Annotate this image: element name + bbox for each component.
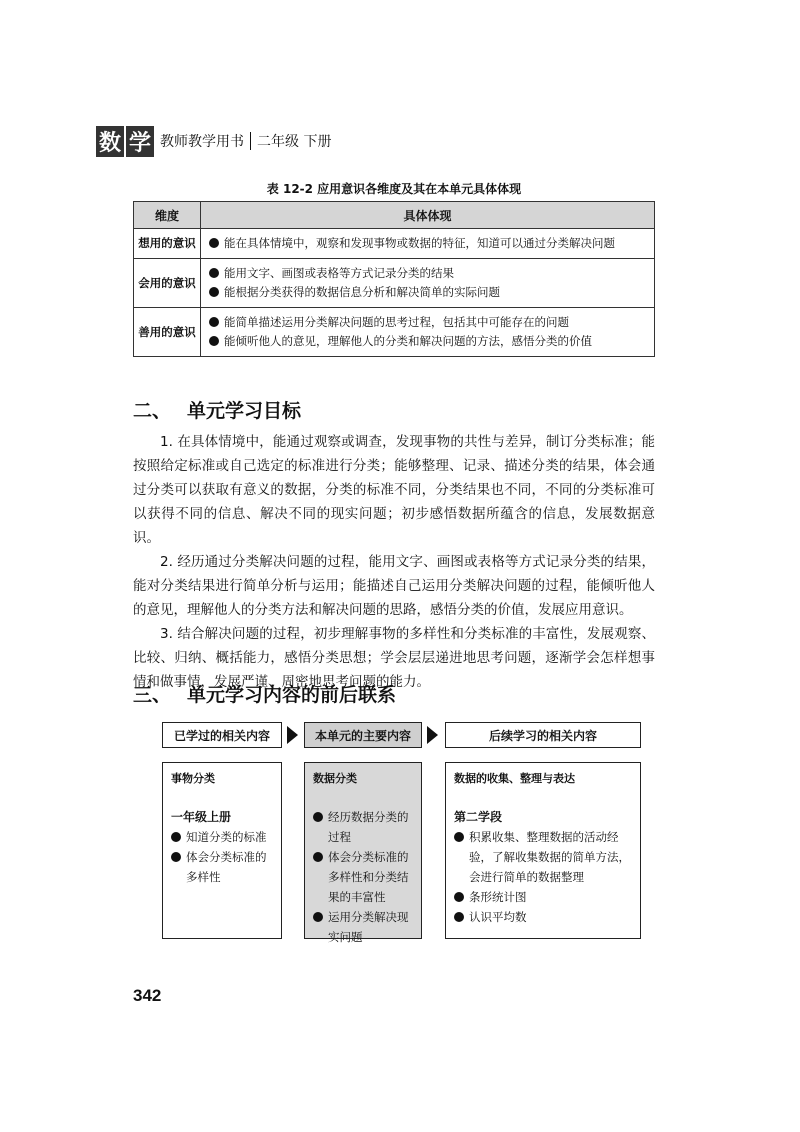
book-title: 教师教学用书	[160, 134, 245, 150]
header-details: 具体体现	[201, 202, 655, 229]
item-text: 认识平均数	[469, 910, 527, 924]
page-number: 342	[133, 986, 162, 1005]
bullet-text: 能在具体情境中，观察和发现事物或数据的特征，知道可以通过分类解决问题	[224, 236, 615, 250]
section-title: 单元学习内容的前后联系	[187, 684, 397, 706]
bullet-item	[209, 313, 646, 332]
flow-head-prior: 已学过的相关内容	[162, 722, 282, 748]
logo-char-1: 数	[96, 126, 124, 157]
list-item	[171, 847, 273, 887]
table-row	[134, 229, 655, 259]
paragraph: 2. 经历通过分类解决问题的过程，能用文字、画图或表格等方式记录分类的结果，能对分类结果进行简单分析与运用；能描述自己运用分类解决问题的过程，能倾听他人的意见，理解他人的分类方法和解决问题的思路，感悟分类的价值，发展应用意识。	[133, 554, 655, 618]
goals-body	[133, 430, 655, 694]
bullet-dot-icon	[209, 317, 219, 327]
list-item	[454, 887, 632, 907]
section-number: 二、	[133, 400, 172, 422]
paragraph: 1. 在具体情境中，能通过观察或调查，发现事物的共性与差异，制订分类标准；能按照给定标准或自己选定的标准进行分类；能够整理、记录、描述分类的结果，体会通过分类可以获取有意义的数据，分类的标准不同，分类结果也不同，不同的分类标准可以获得不同的信息、解决不同的现实问题；初步感悟数据所蕴含的信息，发展数据意识。	[133, 434, 655, 546]
bullet-text: 能倾听他人的意见，理解他人的分类和解决问题的方法，感悟分类的价值	[224, 334, 592, 348]
section-number: 三、	[133, 684, 172, 706]
box-subtitle: 一年级上册	[171, 810, 232, 824]
item-text: 经历数据分类的过程	[328, 810, 409, 844]
section-heading-connections	[133, 680, 396, 707]
flow-box-future	[445, 762, 641, 939]
list-item	[313, 807, 413, 847]
bullet-item	[209, 332, 646, 351]
bullet-dot-icon	[454, 892, 464, 902]
bullet-text: 能用文字、画图或表格等方式记录分类的结果	[224, 266, 454, 280]
list-item	[454, 827, 632, 887]
bullet-dot-icon	[454, 912, 464, 922]
flow-box-current	[304, 762, 422, 944]
arrow-right-icon	[287, 726, 298, 744]
dimension-cell: 会用的意识	[134, 259, 201, 308]
table-row	[134, 259, 655, 308]
list-item	[171, 827, 273, 847]
bullet-dot-icon	[209, 238, 219, 248]
section-heading-goals	[133, 396, 301, 423]
box-subtitle: 第二学段	[454, 810, 503, 824]
header-dimension: 维度	[134, 202, 201, 229]
bullet-item	[209, 234, 646, 253]
bullet-text: 能根据分类获得的数据信息分析和解决简单的实际问题	[224, 285, 500, 299]
list-item	[454, 907, 632, 927]
subject-logo	[96, 127, 156, 155]
flow-head-future: 后续学习的相关内容	[445, 722, 641, 748]
bullet-dot-icon	[454, 832, 464, 842]
item-text: 知道分类的标准	[186, 830, 267, 844]
item-text: 条形统计图	[469, 890, 527, 904]
bullet-dot-icon	[313, 812, 323, 822]
running-header	[96, 126, 331, 156]
table-caption: 表 12-2 应用意识各维度及其在本单元具体体现	[266, 182, 522, 196]
bullet-dot-icon	[209, 268, 219, 278]
bullet-item	[209, 283, 646, 302]
item-text: 体会分类标准的多样性	[186, 850, 267, 884]
dimension-table	[133, 201, 655, 357]
grade-label: 二年级 下册	[257, 134, 332, 150]
details-cell	[201, 308, 655, 357]
flow-box-prior	[162, 762, 282, 939]
logo-char-2: 学	[126, 126, 154, 157]
bullet-dot-icon	[209, 336, 219, 346]
bullet-dot-icon	[171, 852, 181, 862]
box-title: 数据分类	[313, 772, 357, 785]
item-text: 运用分类解决现实问题	[328, 910, 409, 944]
header-divider	[250, 132, 251, 150]
paragraph: 3. 结合解决问题的过程，初步理解事物的多样性和分类标准的丰富性，发展观察、比较、归纳、概括能力，感悟分类思想；学会层层递进地思考问题，逐渐学会怎样想事情和做事情，发展严谨、周密地思考问题的能力。	[133, 626, 655, 690]
item-text: 体会分类标准的多样性和分类结果的丰富性	[328, 850, 409, 904]
details-cell	[201, 229, 655, 259]
list-item	[313, 907, 413, 947]
bullet-text: 能简单描述运用分类解决问题的思考过程，包括其中可能存在的问题	[224, 315, 569, 329]
box-title: 事物分类	[171, 772, 215, 785]
bullet-item	[209, 264, 646, 283]
bullet-dot-icon	[313, 912, 323, 922]
bullet-dot-icon	[313, 852, 323, 862]
details-cell	[201, 259, 655, 308]
list-item	[313, 847, 413, 907]
table-header-row	[134, 202, 655, 229]
item-text: 积累收集、整理数据的活动经验，了解收集数据的简单方法，会进行简单的数据整理	[469, 830, 630, 884]
table-row	[134, 308, 655, 357]
bullet-dot-icon	[171, 832, 181, 842]
flow-head-current: 本单元的主要内容	[304, 722, 422, 748]
arrow-right-icon	[427, 726, 438, 744]
box-title: 数据的收集、整理与表达	[454, 772, 575, 785]
dimension-cell: 善用的意识	[134, 308, 201, 357]
bullet-dot-icon	[209, 287, 219, 297]
dimension-cell: 想用的意识	[134, 229, 201, 259]
section-title: 单元学习目标	[187, 400, 302, 422]
